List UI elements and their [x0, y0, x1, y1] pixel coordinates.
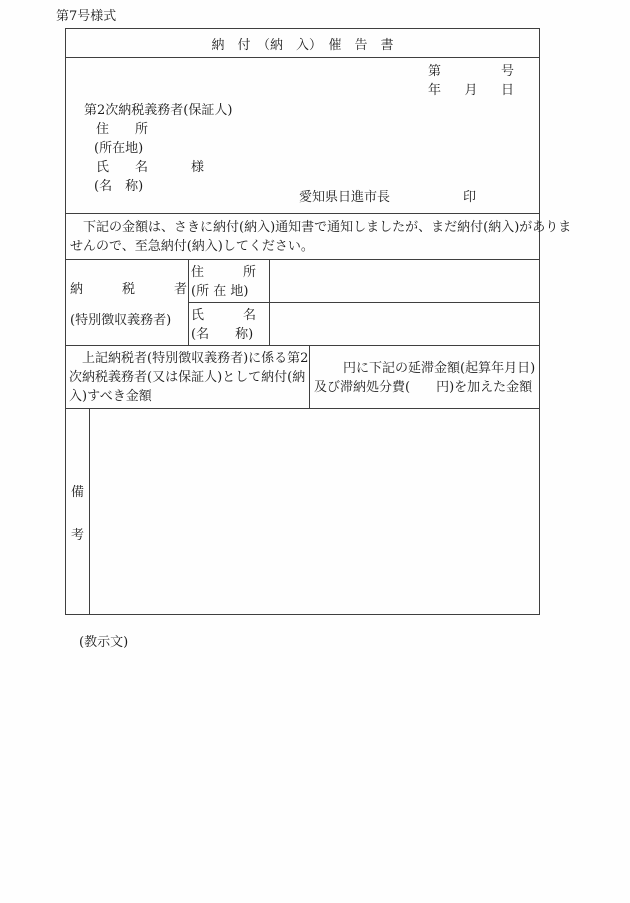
recipient-address-label: 住 所 — [96, 122, 149, 137]
issuer-title: 愛知県日進市長 — [299, 190, 391, 205]
notice-line-2: せんので、至急納付(納入)してください。 — [70, 239, 314, 254]
document-number-line — [428, 62, 514, 81]
address-row-label: 住 所 — [191, 265, 257, 280]
page-title: 納 付 （納 入） 催 告 書 — [211, 37, 394, 53]
remarks-label-cell — [66, 409, 90, 614]
payer-label: 納 税 者 — [70, 282, 188, 297]
amount-value-line-1: 円に下記の延滞金額(起算年月日) — [343, 361, 536, 376]
recipient-name-label: 氏 名 — [96, 160, 149, 175]
table-row — [189, 303, 539, 345]
name-row-sub-label: (名 称) — [191, 327, 254, 342]
table-row — [189, 260, 539, 303]
amount-desc-line-3: 入)すべき金額 — [69, 389, 152, 404]
remarks-content-cell — [90, 409, 539, 614]
doc-number-suffix: 号 — [500, 64, 514, 79]
doc-number-prefix: 第 — [428, 64, 442, 79]
amount-desc-line-1: 上記納税者(特別徴収義務者)に係る第2 — [69, 351, 309, 366]
address-row-sub-label: (所 在 地) — [191, 284, 249, 299]
remarks-section — [66, 408, 539, 614]
taxpayer-rows — [189, 260, 539, 345]
remarks-label-char-2: 考 — [70, 527, 84, 543]
footer-note: (教示文) — [79, 635, 129, 650]
address-value-cell — [270, 260, 539, 302]
amount-section — [66, 345, 539, 408]
taxpayer-table — [66, 259, 539, 345]
date-line — [428, 81, 514, 100]
address-row-label-cell — [189, 260, 270, 302]
date-day-label: 日 — [500, 83, 514, 98]
title-row — [66, 29, 539, 58]
amount-value-cell — [310, 346, 539, 408]
seal-mark: 印 — [463, 190, 477, 205]
recipient-honorific: 様 — [191, 160, 205, 175]
amount-desc-line-2: 次納税義務者(又は保証人)として納付(納 — [69, 370, 306, 385]
form-number-label: 第7号様式 — [56, 9, 117, 24]
remarks-label-char-1: 備 — [70, 484, 84, 500]
recipient-heading: 第2次納税義務者(保証人) — [84, 103, 233, 118]
amount-description-cell — [66, 346, 310, 408]
name-value-cell — [270, 303, 539, 345]
recipient-name-sub-label: (名 称) — [94, 179, 144, 194]
date-year-label: 年 — [428, 83, 442, 98]
document-number-block — [428, 62, 514, 100]
form-border-box — [65, 28, 572, 615]
payer-label-cell — [66, 260, 189, 345]
name-row-label-cell — [189, 303, 270, 345]
notice-line-1: 下記の金額は、さきに納付(納入)通知書で通知しましたが、まだ納付(納入)がありま — [70, 220, 572, 235]
payer-sub-label: (特別徴収義務者) — [70, 313, 172, 328]
date-month-label: 月 — [464, 83, 478, 98]
notice-paragraph — [66, 213, 572, 259]
name-row-label: 氏 名 — [191, 308, 257, 323]
amount-value-line-2: 及び滞納処分費( 円)を加えた金額 — [314, 380, 533, 395]
recipient-address-sub-label: (所在地) — [94, 141, 144, 156]
